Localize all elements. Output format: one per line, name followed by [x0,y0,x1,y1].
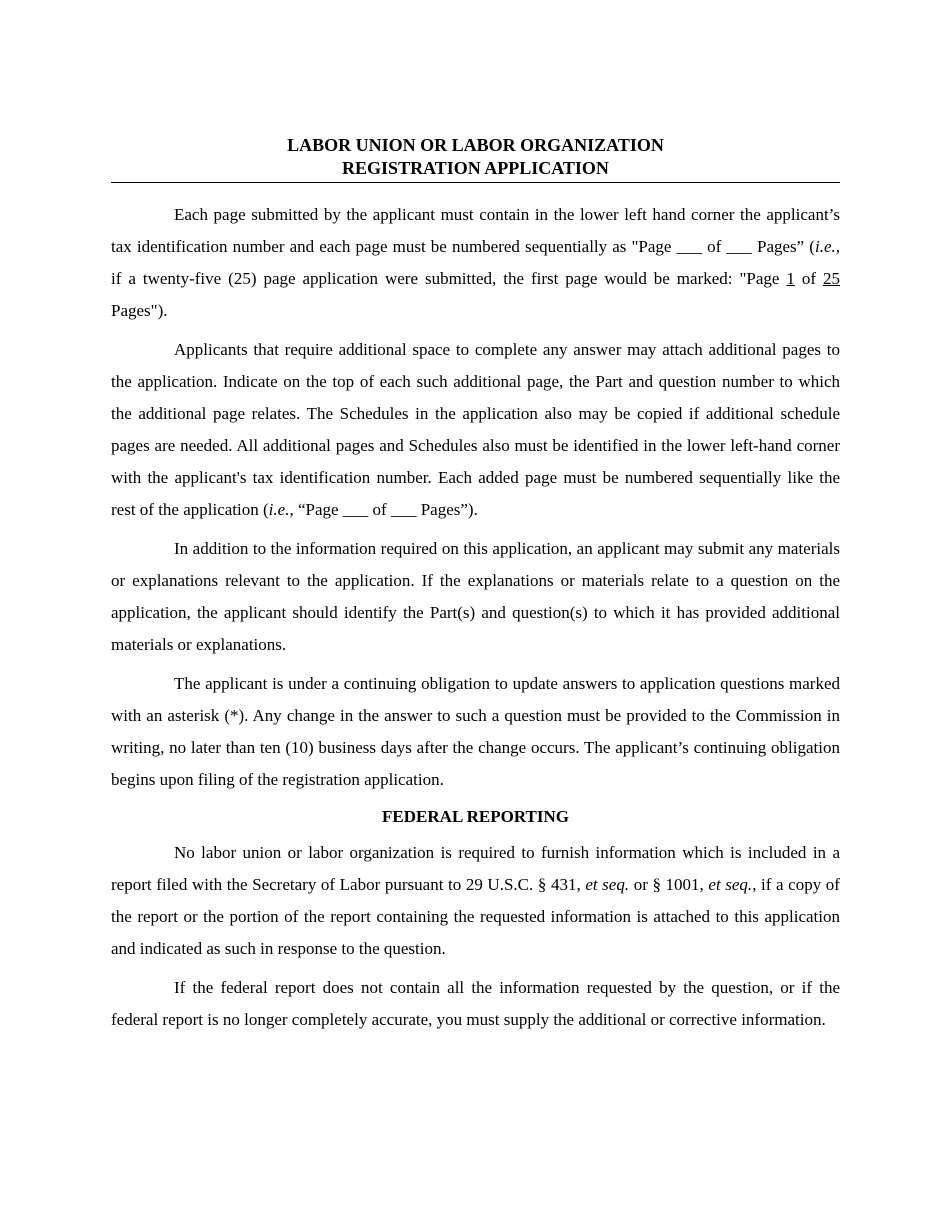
paragraph-text: of [794,269,823,288]
paragraph-continuing-obligation: The applicant is under a continuing obligation to update answers to application questions marked with an asterisk (*). Any change in the answer to such a question must be provided to the Commission in writing, no later than ten (10) business days after the change occurs. The applicant’s continuing obligation begins upon filing of the registration application. [111,674,840,789]
italic-ie: i.e. [814,237,836,256]
paragraph-text: Applicants that require additional space to complete any answer may attach additional pages to the application. Indicate on the top of each such additional page, the Part and question number to which the additional page relates. The Schedules in the application also may be copied if additional schedule pages are needed. All additional pages and Schedules also must be identified in the lower left-hand corner with the applicant's tax identification number. Each added page must be numbered sequentially like the rest of the application ( [111,340,840,519]
paragraph-text: , if a twenty-five (25) page application were submitted, the first page would be marked: "Page [111,237,840,288]
underlined-page-number: 1 [786,269,795,288]
paragraph-text: Pages"). [111,301,168,320]
title-line-1: LABOR UNION OR LABOR ORGANIZATION [287,135,664,155]
section-heading-federal-reporting: FEDERAL REPORTING [382,807,569,826]
title-line-2: REGISTRATION APPLICATION [342,158,609,178]
paragraph-text: Each page submitted by the applicant must contain in the lower left hand corner the applicant’s tax identification number and each page must be numbered sequentially as "Page ___ of ___ Pages” ( [111,205,840,256]
paragraph-additional-materials: In addition to the information required on this application, an applicant may submit any materials or explanations relevant to the application. If the explanations or materials relate to a question on the application, the applicant should identify the Part(s) and question(s) to which it has provided additional materials or explanations. [111,539,840,654]
paragraph-federal-report-exemption [111,837,840,965]
italic-et-seq: et seq. [708,875,753,894]
italic-ie: i.e. [268,500,290,519]
italic-et-seq: et seq. [585,875,630,894]
document-body [111,199,840,1036]
paragraph-text: , if a copy of the report or the portion of the report containing the requested information is attached to this application and indicated as such in response to the question. [111,875,840,958]
paragraph-page-numbering [111,199,840,327]
document-page [111,134,840,1043]
paragraph-text: No labor union or labor organization is required to furnish information which is included in a report filed with the Secretary of Labor pursuant to 29 U.S.C. § 431, [111,843,840,894]
paragraph-corrective-information: If the federal report does not contain all the information requested by the question, or if the federal report is no longer completely accurate, you must supply the additional or corrective information. [111,978,840,1029]
underlined-total-pages: 25 [822,269,840,288]
paragraph-text: , “Page ___ of ___ Pages”). [289,500,478,519]
paragraph-text: or § 1001, [629,875,709,894]
paragraph-additional-pages [111,334,840,526]
document-title [111,134,840,183]
